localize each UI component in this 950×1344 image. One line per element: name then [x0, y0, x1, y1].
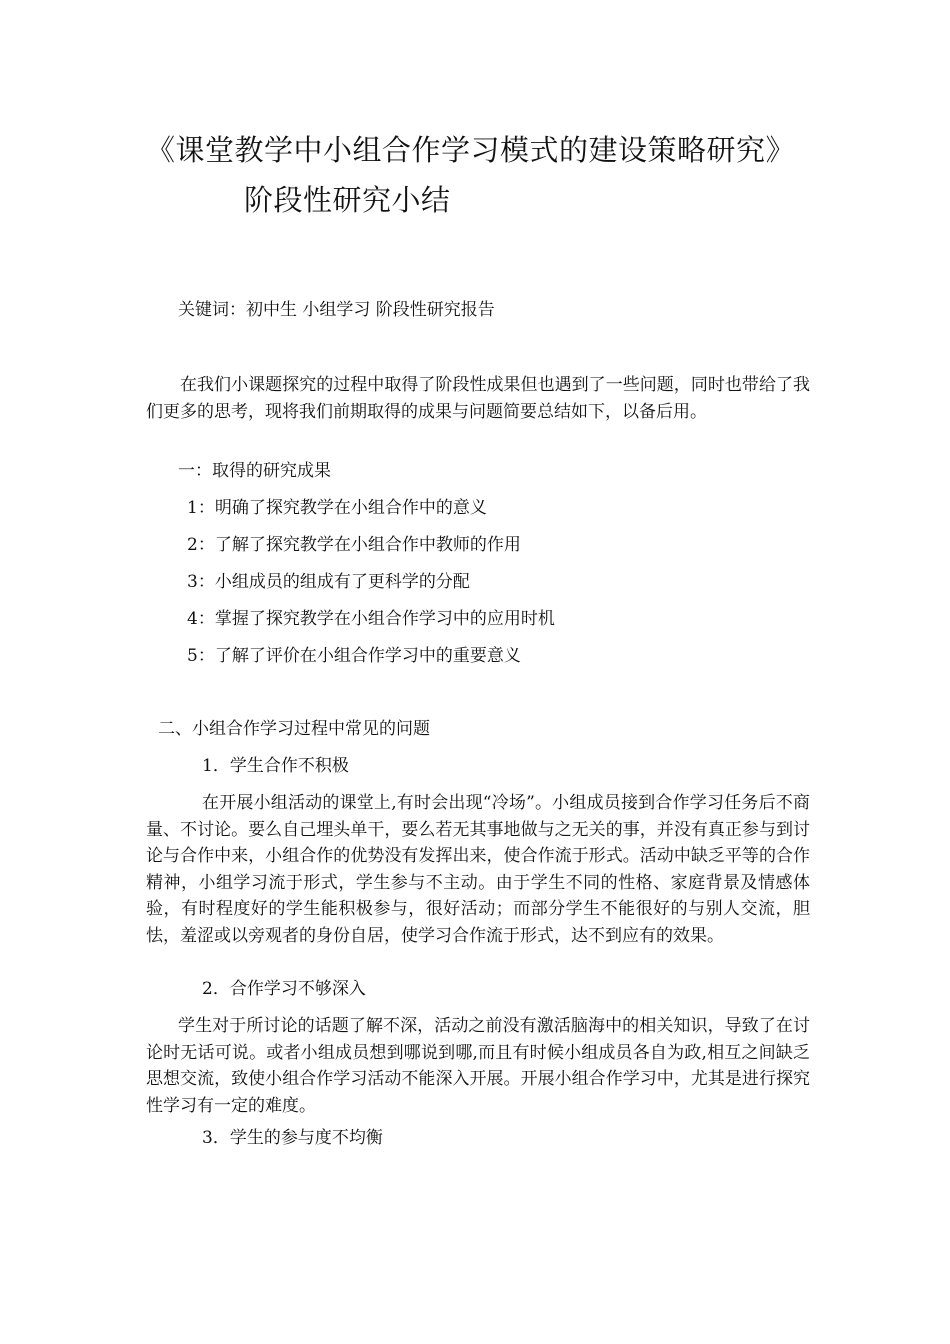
achievement-item: 1：明确了探究教学在小组合作中的意义 [187, 498, 487, 518]
section-heading-problems: 二、小组合作学习过程中常见的问题 [158, 719, 430, 739]
subsection-heading: 1．学生合作不积极 [202, 756, 349, 776]
achievement-item: 3：小组成员的组成有了更科学的分配 [187, 572, 470, 592]
subsection-paragraph: 在开展小组活动的课堂上,有时会出现“冷场”。小组成员接到合作学习任务后不商量、不讨论。要么自己埋头单干，要么若无其事地做与之无关的事，并没有真正参与到讨论与合作中来，小组合作的优势没有发挥出来，使合作流于形式。活动中缺乏平等的合作精神，小组学习流于形式，学生参与不主动。由于学生不同的性格、家庭背景及情感体验，有时程度好的学生能积极参与，很好活动；而部分学生不能很好的与别人交流，胆怯，羞涩或以旁观者的身份自居，使学习合作流于形式，达不到应有的效果。 [146, 793, 810, 946]
intro-paragraph: 在我们小课题探究的过程中取得了阶段性成果但也遇到了一些问题，同时也带给了我们更多的思考，现将我们前期取得的成果与问题简要总结如下，以备后用。 [146, 375, 810, 422]
achievement-item: 2：了解了探究教学在小组合作中教师的作用 [187, 535, 521, 555]
subsection-paragraph: 学生对于所讨论的话题了解不深，活动之前没有激活脑海中的相关知识，导致了在讨论时无话可说。或者小组成员想到哪说到哪,而且有时候小组成员各自为政,相互之间缺乏思想交流，致使小组合作学习活动不能深入开展。开展小组合作学习中，尤其是进行探究性学习有一定的难度。 [146, 1016, 810, 1116]
document-subtitle: 阶段性研究小结 [244, 183, 451, 217]
subsection-heading: 2．合作学习不够深入 [202, 979, 366, 999]
section-heading-achievements: 一：取得的研究成果 [178, 461, 331, 481]
keywords-line: 关键词：初中生 小组学习 阶段性研究报告 [178, 300, 495, 320]
document-title: 《课堂教学中小组合作学习模式的建设策略研究》 [146, 133, 796, 167]
subsection-heading: 3．学生的参与度不均衡 [202, 1128, 383, 1148]
achievement-item: 4：掌握了探究教学在小组合作学习中的应用时机 [187, 609, 555, 629]
achievement-item: 5：了解了评价在小组合作学习中的重要意义 [187, 646, 521, 666]
